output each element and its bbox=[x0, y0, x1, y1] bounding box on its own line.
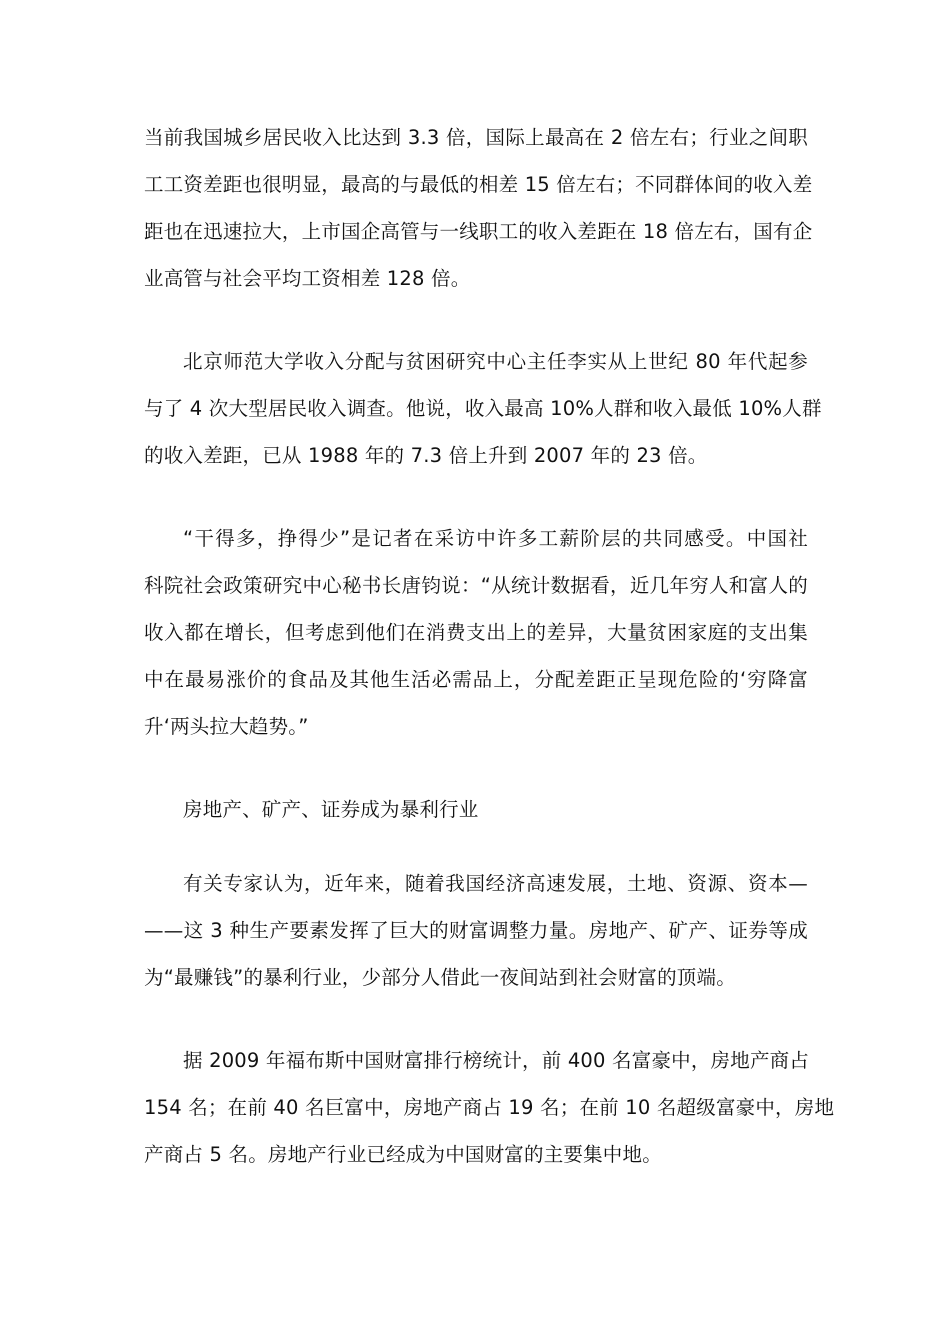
text-line: 与了 4 次大型居民收入调查。他说，收入最高 10%人群和收入最低 10%人群 bbox=[144, 397, 822, 420]
text-line: 升‘两头拉大趋势。” bbox=[144, 715, 309, 738]
text-line: 当前我国城乡居民收入比达到 3.3 倍，国际上最高在 2 倍左右；行业之间职 bbox=[144, 126, 808, 149]
text-line: 科院社会政策研究中心秘书长唐钧说：“从统计数据看，近几年穷人和富人的 bbox=[144, 574, 808, 597]
text-line: 产商占 5 名。房地产行业已经成为中国财富的主要集中地。 bbox=[144, 1143, 662, 1166]
text-line: 的收入差距，已从 1988 年的 7.3 倍上升到 2007 年的 23 倍。 bbox=[144, 444, 708, 467]
text-line: 业高管与社会平均工资相差 128 倍。 bbox=[144, 267, 471, 290]
text-line: 为“最赚钱”的暴利行业，少部分人借此一夜间站到社会财富的顶端。 bbox=[144, 966, 736, 989]
text-line: 据 2009 年福布斯中国财富排行榜统计，前 400 名富豪中，房地产商占 bbox=[183, 1049, 810, 1072]
text-line: ——这 3 种生产要素发挥了巨大的财富调整力量。房地产、矿产、证券等成 bbox=[144, 919, 808, 942]
text-line: 154 名；在前 40 名巨富中，房地产商占 19 名；在前 10 名超级富豪中，房地 bbox=[144, 1096, 835, 1119]
text-line: 收入都在增长，但考虑到他们在消费支出上的差异，大量贫困家庭的支出集 bbox=[144, 621, 808, 644]
text-line: “干得多，挣得少”是记者在采访中许多工薪阶层的共同感受。中国社 bbox=[183, 527, 808, 550]
heading-text: 房地产、矿产、证券成为暴利行业 bbox=[183, 798, 479, 821]
text-line: 距也在迅速拉大，上市国企高管与一线职工的收入差距在 18 倍左右，国有企 bbox=[144, 220, 813, 243]
text-line: 有关专家认为，近年来，随着我国经济高速发展，土地、资源、资本— bbox=[183, 872, 808, 895]
text-line: 中在最易涨价的食品及其他生活必需品上，分配差距正呈现危险的‘穷降富 bbox=[144, 668, 808, 691]
text-line: 工工资差距也很明显，最高的与最低的相差 15 倍左右；不同群体间的收入差 bbox=[144, 173, 813, 196]
text-line: 北京师范大学收入分配与贫困研究中心主任李实从上世纪 80 年代起参 bbox=[183, 350, 808, 373]
